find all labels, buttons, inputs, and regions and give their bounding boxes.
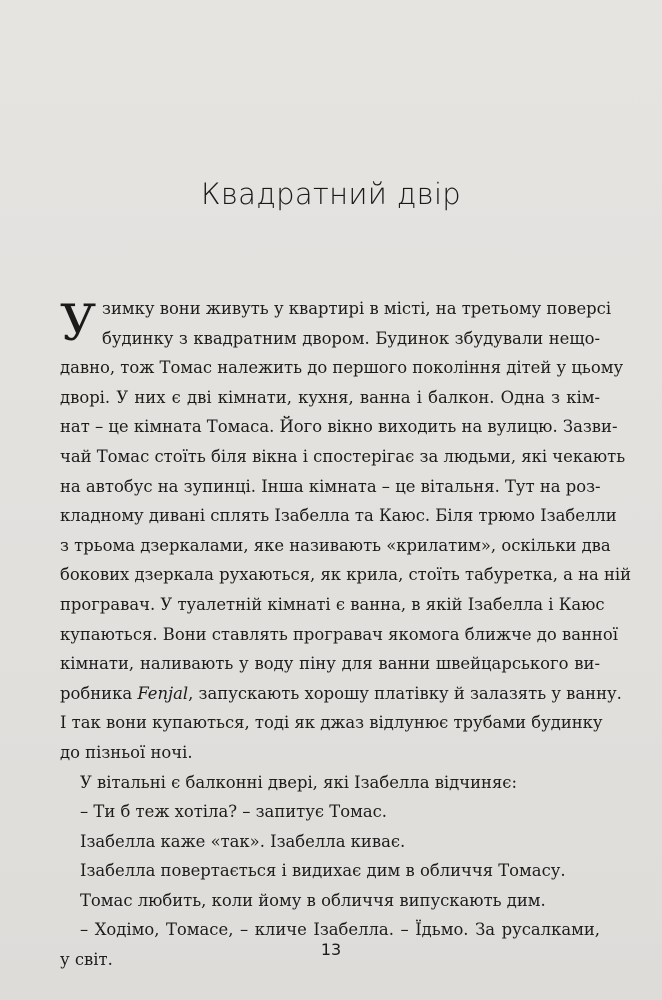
body-text — [60, 294, 632, 975]
text-line: зимку вони живуть у квартирі в місті, на третьому поверсі — [102, 299, 612, 318]
text-line: будинку з квадратним двором. Будинок збудували нещо- — [102, 328, 600, 348]
text-line: бокових дзеркала рухаються, як крила, стоїть табуретка, а на ній — [60, 565, 632, 585]
text-line: кімнати, наливають у воду піну для ванни швейцарського ви- — [60, 654, 600, 674]
text-line — [60, 679, 622, 709]
text-line: У вітальні є балконні двері, які Ізабелла відчиняє: — [80, 772, 517, 792]
text-line: купаються. Вони ставлять програвач якомога ближче до ванної — [60, 624, 618, 644]
text-line: до пізньої ночі. — [60, 742, 193, 762]
text-line: Ізабелла повертається і видихає дим в обличчя Томасу. — [80, 861, 566, 881]
drop-cap: У — [60, 294, 97, 352]
text-line: кладному дивані сплять Ізабелла та Каюс. Біля трюмо Ізабелли — [60, 506, 617, 526]
dialogue-line: у світ. — [60, 950, 113, 970]
text-line: з трьома дзеркалами, яке називають «крилатим», оскільки два — [60, 535, 611, 555]
dialogue-line: – Ти б теж хотіла? – запитує Томас. — [80, 802, 387, 822]
text-line: давно, тож Томас належить до першого покоління дітей у цьому — [60, 358, 624, 378]
page-number: 13 — [320, 940, 342, 959]
brand-name: Fenjal — [137, 683, 189, 703]
text-line: програвач. У туалетній кімнаті є ванна, в якій Ізабелла і Каюс — [60, 594, 605, 614]
text-fragment: робника — [60, 683, 138, 703]
text-line: Ізабелла каже «так». Ізабелла киває. — [80, 831, 406, 851]
text-line: І так вони купаються, тоді як джаз відлунює трубами будинку — [60, 713, 603, 733]
text-line: чай Томас стоїть біля вікна і спостерігає за людьми, які чекають — [60, 446, 626, 466]
text-line: нат – це кімната Томаса. Його вікно виходить на вулицю. Зазви- — [60, 417, 618, 437]
text-line: дворі. У них є дві кімнати, кухня, ванна і балкон. Одна з кім- — [60, 387, 600, 407]
text-line: на автобус на зупинці. Інша кімната – це вітальня. Тут на роз- — [60, 476, 601, 496]
text-line: Томас любить, коли йому в обличчя випускають дим. — [80, 890, 546, 910]
dialogue-line: – Ходімо, Томасе, – кличе Ізабелла. – Їдьмо. За русалками, — [80, 920, 600, 940]
chapter-title: Квадратний двір — [200, 177, 462, 211]
text-fragment: , запускають хорошу платівку й залазять у ванну. — [188, 683, 622, 703]
